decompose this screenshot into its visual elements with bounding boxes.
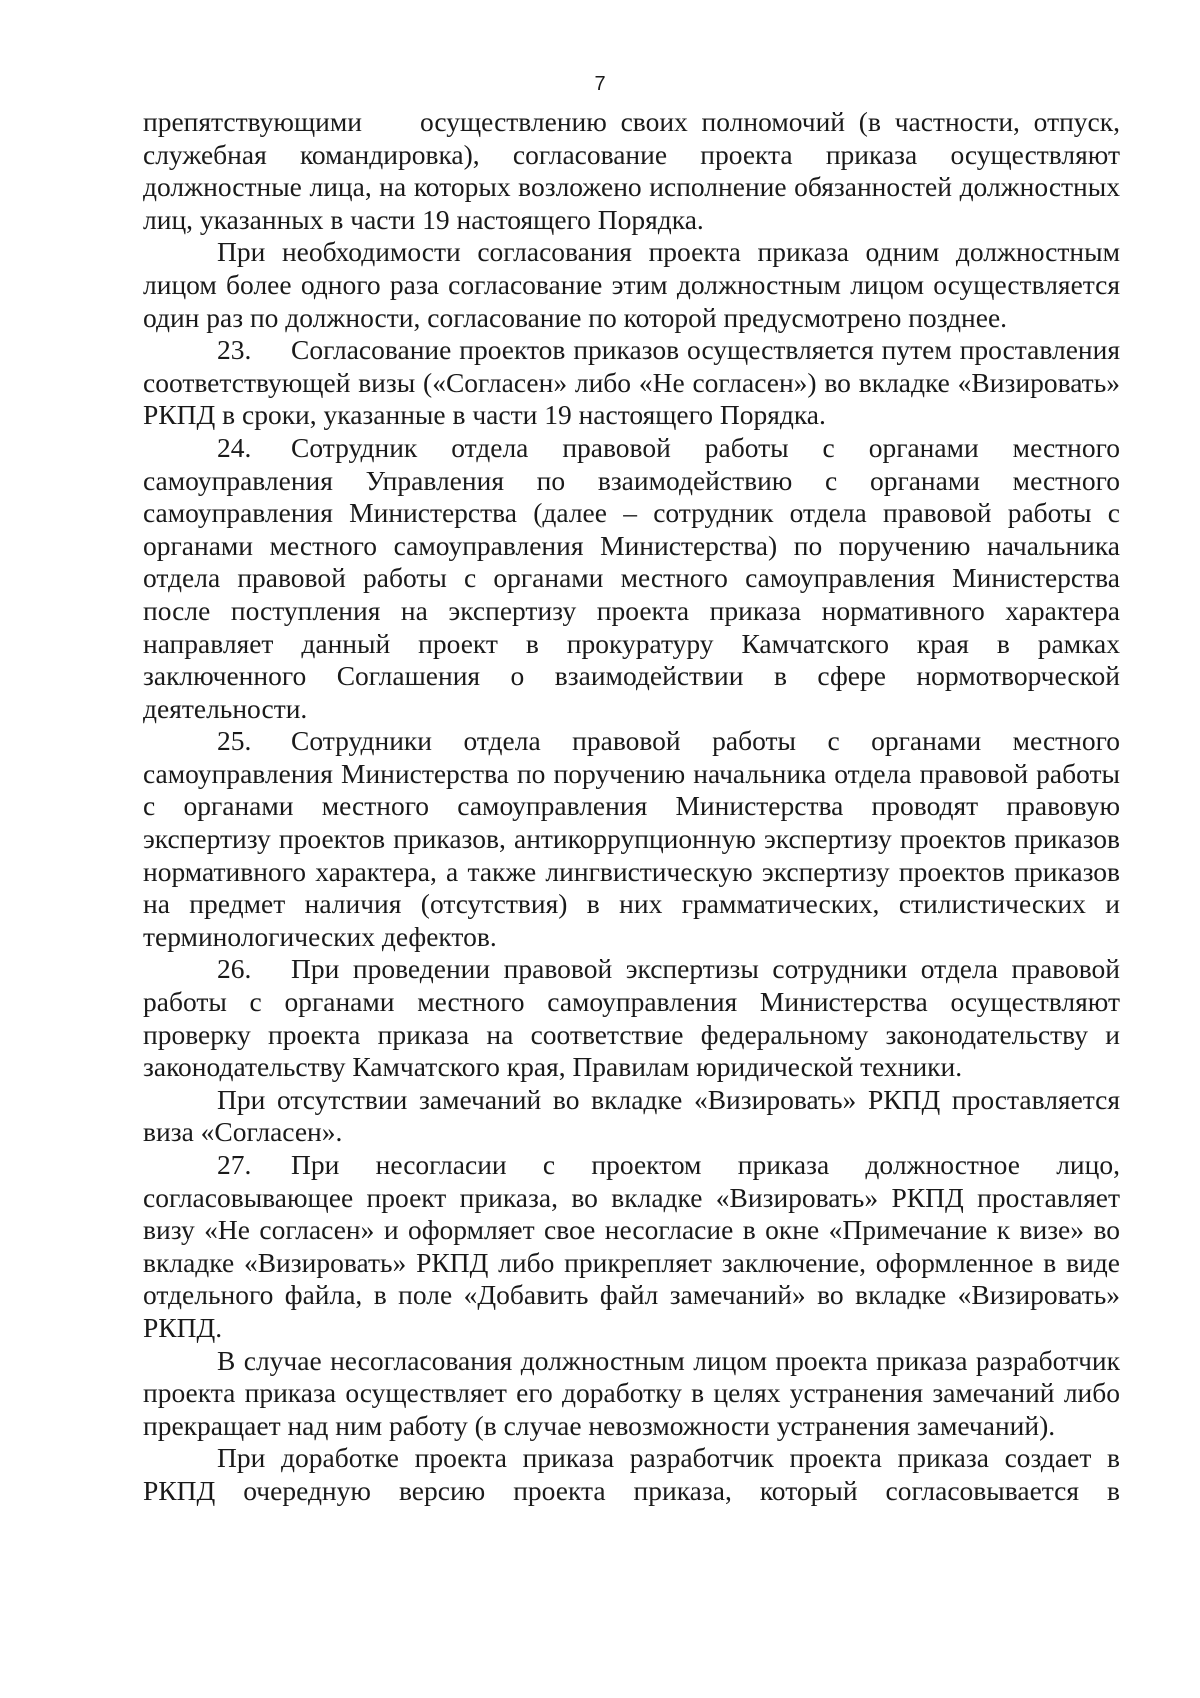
paragraph-text: осуществлению своих полномочий (в частности, отпуск, служебная командировка), согласование проекта приказа осуществляют должностные лица, на которых возложено исполнение обязанностей должностных лиц, указанных в части 19 настоящего Порядка. <box>143 106 1120 235</box>
numbered-paragraph-27 <box>143 1149 1120 1345</box>
numbered-paragraph-26 <box>143 953 1120 1083</box>
paragraph: При необходимости согласования проекта приказа одним должностным лицом более одного раза согласование этим должностным лицом осуществляется один раз по должности, согласование по которой предусмотрено позднее. <box>143 236 1120 333</box>
paragraph-number: 24. <box>217 431 252 463</box>
numbered-paragraph-25 <box>143 725 1120 953</box>
paragraph-number: 27. <box>217 1149 252 1180</box>
paragraph-continuation <box>143 106 1120 236</box>
paragraph: При отсутствии замечаний во вкладке «Визировать» РКПД проставляется виза «Согласен». <box>143 1083 1120 1148</box>
paragraph-lead-word: препятствующими <box>143 106 362 137</box>
paragraph-text: Согласование проектов приказов осуществляется путем проставления соответствующей визы («Согласен» либо «Не согласен») во вкладке «Визировать» РКПД в сроки, указанные в части 19 настоящего Порядка. <box>143 334 1120 431</box>
paragraph-text: Сотрудник отдела правовой работы с органами местного самоуправления Управления по взаимодействию с органами местного самоуправления Министерства (далее – сотрудник отдела правовой работы с органами местного самоуправления Министерства) по поручению начальника отдела правовой работы с органами местного самоуправления Министерства после поступления на экспертизу проекта приказа нормативного характера направляет данный проект в прокуратуру Камчатского края в рамках заключенного Соглашения о взаимодействии в сфере нормотворческой деятельности. <box>143 431 1120 724</box>
paragraph-number: 25. <box>217 725 252 757</box>
paragraph-text: При проведении правовой экспертизы сотрудники отдела правовой работы с органами местного самоуправления Министерства осуществляют проверку проекта приказа на соответствие федеральному законодательству и законодательству Камчатского края, Правилам юридической техники. <box>143 953 1120 1083</box>
numbered-paragraph-23 <box>143 334 1120 432</box>
numbered-paragraph-24 <box>143 432 1120 725</box>
document-body <box>143 106 1120 1508</box>
paragraph-text: Сотрудники отдела правовой работы с органами местного самоуправления Министерства по поручению начальника отдела правовой работы с органами местного самоуправления Министерства проводят правовую экспертизу проектов приказов, антикоррупционную экспертизу проектов приказов нормативного характера, а также лингвистическую экспертизу проектов приказов на предмет наличия (отсутствия) в них грамматических, стилистических и терминологических дефектов. <box>143 725 1120 952</box>
paragraph: В случае несогласования должностным лицом проекта приказа разработчик проекта приказа осуществляет его доработку в целях устранения замечаний либо прекращает над ним работу (в случае невозможности устранения замечаний). <box>143 1344 1120 1441</box>
paragraph-text: При несогласии с проектом приказа должностное лицо, согласовывающее проект приказа, во вкладке «Визировать» РКПД проставляет визу «Не согласен» и оформляет свое несогласие в окне «Примечание к визе» во вкладке «Визировать» РКПД либо прикрепляет заключение, оформленное в виде отдельного файла, в поле «Добавить файл замечаний» во вкладке «Визировать» РКПД. <box>143 1149 1120 1343</box>
paragraph-number: 23. <box>217 334 252 366</box>
page-number: 7 <box>594 73 606 95</box>
paragraph-continues-next-page: При доработке проекта приказа разработчик проекта приказа создает в РКПД очередную версию проекта приказа, который согласовывается в <box>143 1442 1120 1506</box>
paragraph-number: 26. <box>217 953 252 985</box>
